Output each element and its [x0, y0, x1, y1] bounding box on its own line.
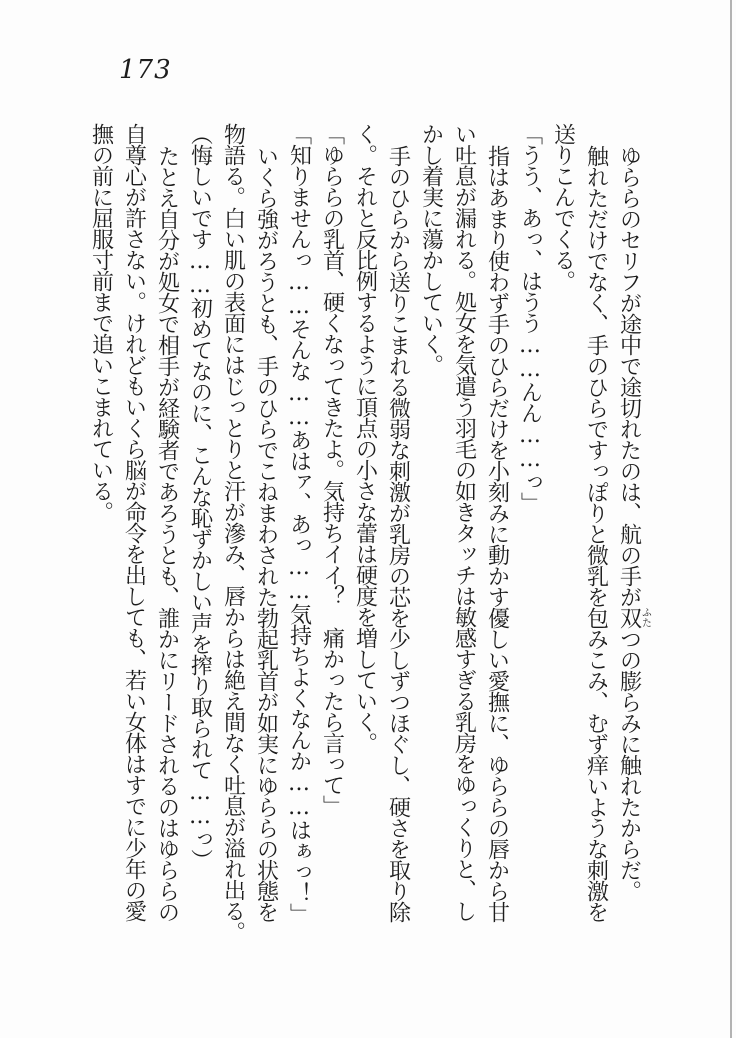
text-line: 触れただけでなく、手のひらですっぽりと微乳を包みこみ、むず痒いような刺激を: [583, 145, 609, 922]
vertical-text-block: [85, 123, 651, 949]
text-line: 「ゆららの乳首、硬くなってきたよ。気持ちイイ？ 痛かったら言って」: [319, 123, 345, 816]
text-line: いくら強がろうとも、手のひらでこねまわされた勃起乳首が如実にゆららの状態を: [253, 145, 279, 922]
text-line: 物語る。白い肌の表面にはじっとりと汗が滲み、唇からは絶え間なく吐息が溢れ出る。: [220, 123, 246, 942]
text-line: 指はあまり使わず手のひらだけを小刻みに動かす優しい愛撫に、ゆららの唇から甘: [484, 145, 510, 922]
text-line: い吐息が漏れる。処女を気遣う羽毛の如きタッチは敏感すぎる乳房をゆっくりと、し: [451, 123, 477, 921]
furigana-ruby: 双ふた: [616, 607, 651, 628]
page-edge-line: [730, 0, 732, 1038]
text-line: かし着実に蕩かしていく。: [418, 123, 444, 375]
text-line: 送りこんでくる。: [550, 123, 576, 291]
text-line: 自尊心が許さない。けれどもいくら脳が命令を出しても、若い女体はすでに少年の愛: [121, 123, 147, 921]
text-line: 撫の前に屈服寸前まで追いこまれている。: [88, 123, 114, 522]
text-line: たとえ自分が処女で相手が経験者であろうとも、誰かにリードされるのはゆららの: [154, 145, 180, 922]
text-line: 「知りませんっ……そんな……あはァ、あっ……気持ちよくなんか……はぁっ！」: [286, 123, 312, 924]
text-line: （悔しいです……初めてなのに、こんな恥ずかしい声を搾り取られて……っ）: [187, 123, 213, 870]
text-line: 「うう、あっ、はうう……んん……っ」: [517, 123, 543, 513]
text-line: 手のひらから送りこまれる微弱な刺激が乳房の芯を少しずつほぐし、硬さを取り除: [385, 145, 411, 922]
text-line: ゆららのセリフが途中で途切れたのは、航の手が双ふたつの膨らみに触れたからだ。: [616, 145, 651, 901]
page-number: 173: [119, 55, 172, 85]
text-line: く。それと反比例するように頂点の小さな蕾は硬度を増していく。: [352, 123, 378, 753]
